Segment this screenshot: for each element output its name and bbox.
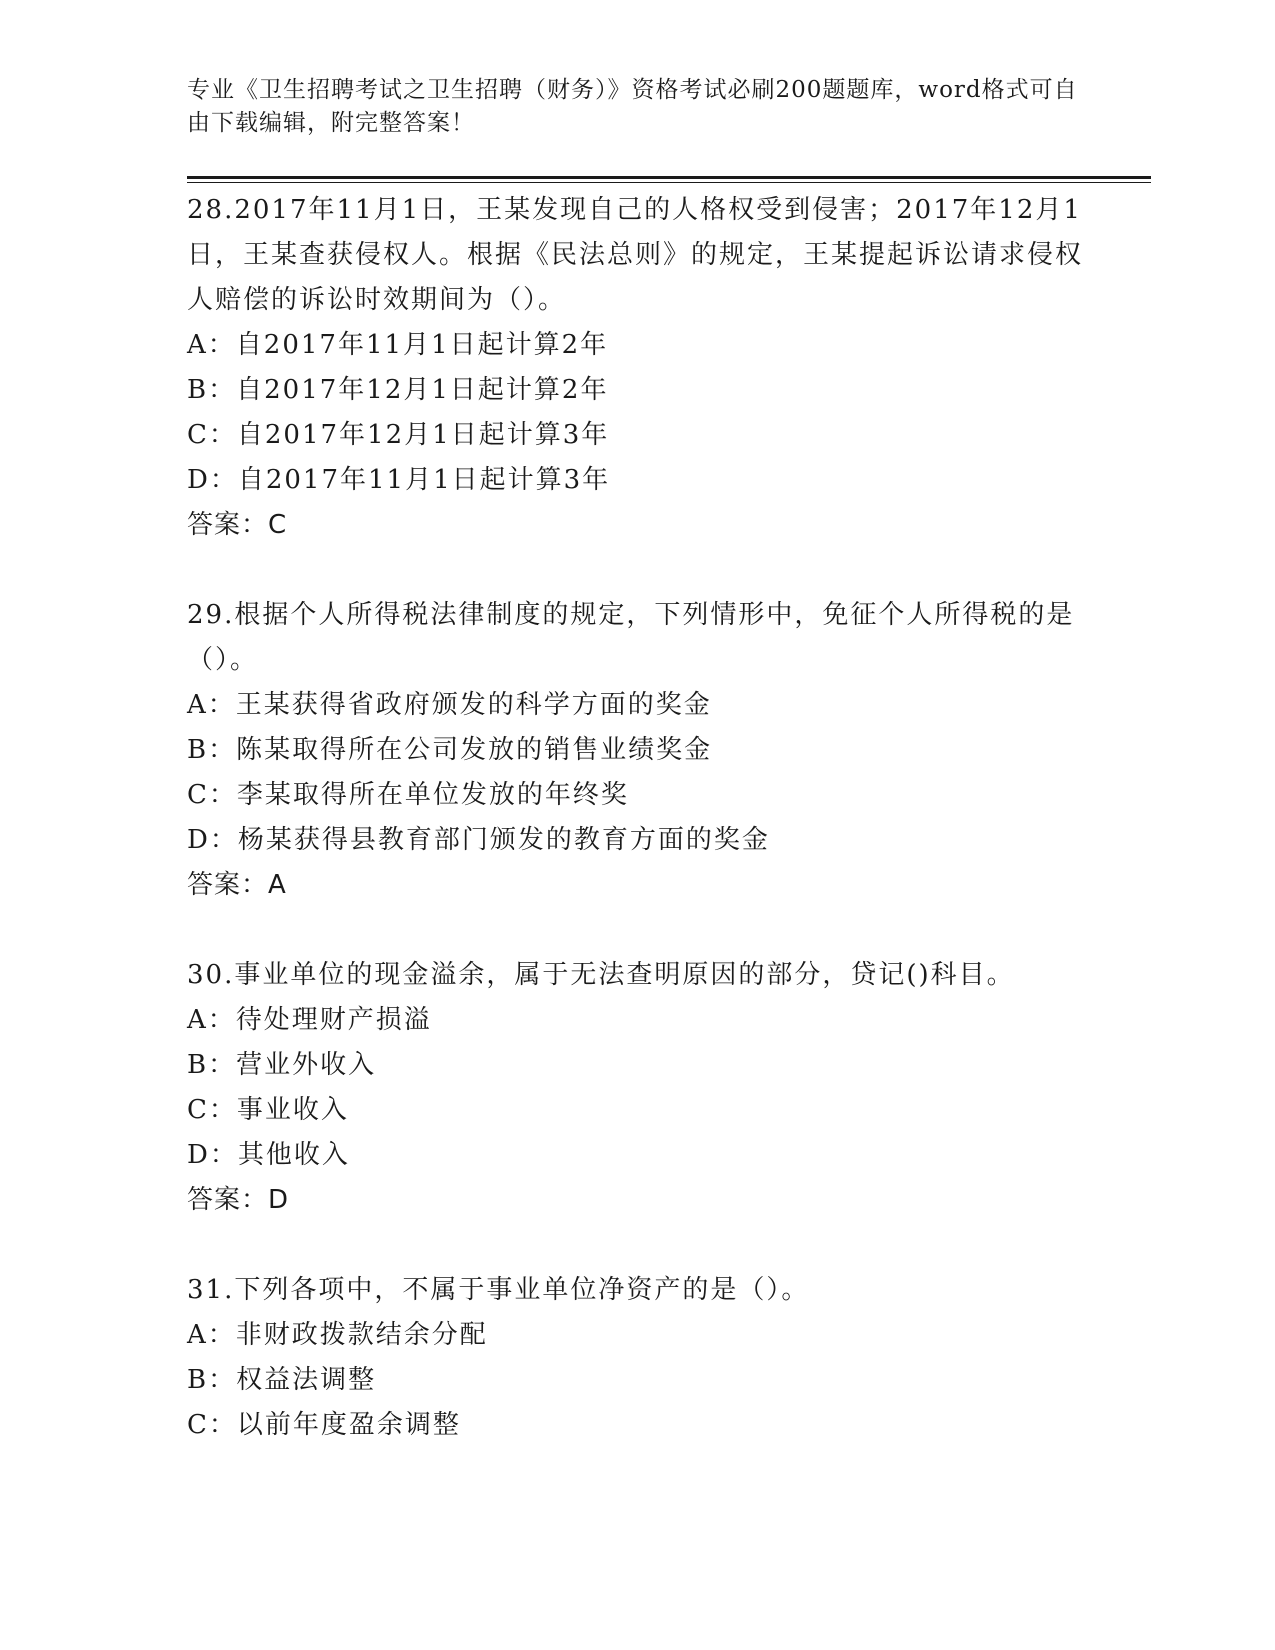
document-header: 专业《卫生招聘考试之卫生招聘（财务）》资格考试必刷200题题库，word格式可自由下载编辑，附完整答案！ bbox=[187, 77, 1078, 136]
option-d: D：杨某获得县教育部门颁发的教育方面的奖金 bbox=[187, 825, 770, 855]
question-stem: 31.下列各项中，不属于事业单位净资产的是（）。 bbox=[187, 1275, 810, 1305]
option-b: B：营业外收入 bbox=[187, 1050, 377, 1080]
option-a: A：非财政拨款结余分配 bbox=[187, 1320, 488, 1350]
question-list bbox=[187, 188, 1087, 1493]
question-30 bbox=[187, 953, 1087, 1223]
option-a: A：待处理财产损溢 bbox=[187, 1005, 432, 1035]
question-28 bbox=[187, 188, 1087, 548]
question-stem: 29.根据个人所得税法律制度的规定，下列情形中，免征个人所得税的是（）。 bbox=[187, 600, 1075, 675]
option-c: C：李某取得所在单位发放的年终奖 bbox=[187, 780, 629, 810]
option-c: C：以前年度盈余调整 bbox=[187, 1410, 461, 1440]
question-29 bbox=[187, 593, 1087, 908]
option-d: D：自2017年11月1日起计算3年 bbox=[187, 465, 611, 495]
header-rule-thick bbox=[187, 176, 1151, 179]
question-31 bbox=[187, 1268, 1087, 1448]
option-d: D：其他收入 bbox=[187, 1140, 350, 1170]
option-c: C：事业收入 bbox=[187, 1095, 349, 1125]
option-b: B：自2017年12月1日起计算2年 bbox=[187, 375, 609, 405]
answer-label: 答案：D bbox=[187, 1185, 290, 1215]
option-c: C：自2017年12月1日起计算3年 bbox=[187, 420, 610, 450]
option-b: B：陈某取得所在公司发放的销售业绩奖金 bbox=[187, 735, 713, 765]
question-stem: 30.事业单位的现金溢余，属于无法查明原因的部分，贷记()科目。 bbox=[187, 960, 1015, 990]
option-b: B：权益法调整 bbox=[187, 1365, 377, 1395]
header-rule-thin bbox=[187, 182, 1151, 183]
answer-label: 答案：A bbox=[187, 870, 287, 900]
answer-label: 答案：C bbox=[187, 510, 288, 540]
question-stem: 28.2017年11月1日，王某发现自己的人格权受到侵害；2017年12月1日，王某查获侵权人。根据《民法总则》的规定，王某提起诉讼请求侵权人赔偿的诉讼时效期间为（）。 bbox=[187, 195, 1084, 315]
option-a: A：王某获得省政府颁发的科学方面的奖金 bbox=[187, 690, 712, 720]
option-a: A：自2017年11月1日起计算2年 bbox=[187, 330, 609, 360]
